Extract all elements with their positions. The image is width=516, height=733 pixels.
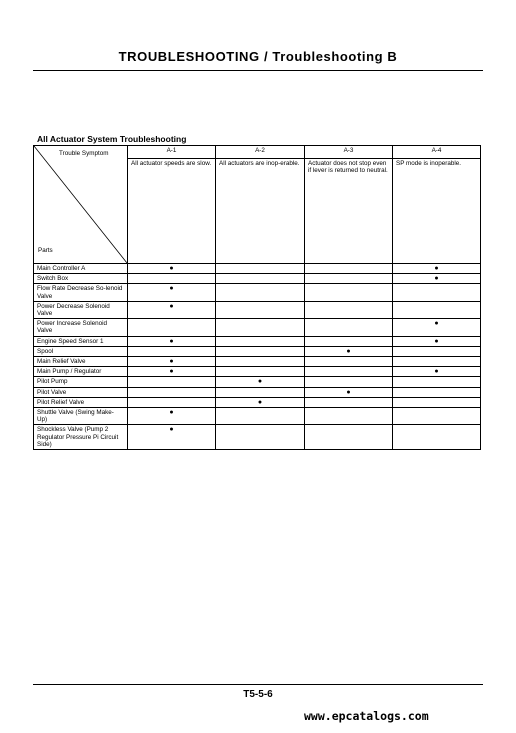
- bullet-mark-icon: ●: [346, 388, 351, 396]
- mark-cell-a4: [393, 336, 481, 346]
- column-code-a2: A-2: [216, 146, 305, 159]
- column-code-a4: A-4: [393, 146, 481, 159]
- mark-cell-a1: [128, 284, 216, 301]
- mark-cell-a4: [393, 284, 481, 301]
- mark-cell-a4: [393, 301, 481, 318]
- mark-cell-a2: [216, 336, 305, 346]
- mark-cell-a3: [305, 357, 393, 367]
- mark-cell-a2: [216, 274, 305, 284]
- mark-cell-a3: [305, 387, 393, 397]
- part-name: Main Pump / Regulator: [34, 367, 128, 377]
- mark-cell-a1: [128, 264, 216, 274]
- mark-cell-a3: [305, 319, 393, 336]
- page-header-title: TROUBLESHOOTING / Troubleshooting B: [118, 49, 398, 64]
- mark-cell-a3: [305, 425, 393, 450]
- parts-table-body: [34, 264, 481, 450]
- column-code-a1: A-1: [128, 146, 216, 159]
- bullet-mark-icon: ●: [434, 368, 439, 376]
- symptom-a2: All actuators are inop-erable.: [216, 159, 305, 264]
- bullet-mark-icon: ●: [169, 358, 174, 366]
- part-name: Flow Rate Decrease So-lenoid Valve: [34, 284, 128, 301]
- trouble-symptom-label: Trouble Symptom: [59, 150, 109, 157]
- mark-cell-a1: [128, 377, 216, 387]
- table-row: [34, 387, 481, 397]
- bullet-mark-icon: ●: [346, 347, 351, 355]
- mark-cell-a4: [393, 397, 481, 407]
- table-row: [34, 357, 481, 367]
- mark-cell-a3: [305, 408, 393, 425]
- corner-diagonal-line: [34, 146, 127, 263]
- part-name: Engine Speed Sensor 1: [34, 336, 128, 346]
- mark-cell-a4: [393, 274, 481, 284]
- symptom-a4: SP mode is inoperable.: [393, 159, 481, 264]
- mark-cell-a3: [305, 301, 393, 318]
- symptom-a3: Actuator does not stop even if lever is returned to neutral.: [305, 159, 393, 264]
- table-row: [34, 301, 481, 318]
- bullet-mark-icon: ●: [434, 337, 439, 345]
- table-row: [34, 397, 481, 407]
- part-name: Power Increase Solenoid Valve: [34, 319, 128, 336]
- mark-cell-a1: [128, 301, 216, 318]
- part-name: Main Relief Valve: [34, 357, 128, 367]
- table-row: [34, 336, 481, 346]
- mark-cell-a3: [305, 284, 393, 301]
- part-name: Pilot Relief Valve: [34, 397, 128, 407]
- mark-cell-a3: [305, 367, 393, 377]
- mark-cell-a1: [128, 387, 216, 397]
- bullet-mark-icon: ●: [169, 285, 174, 293]
- mark-cell-a4: [393, 425, 481, 450]
- mark-cell-a3: [305, 346, 393, 356]
- mark-cell-a4: [393, 408, 481, 425]
- table-row: [34, 284, 481, 301]
- symptom-a1: All actuator speeds are slow.: [128, 159, 216, 264]
- table-row: [34, 264, 481, 274]
- table-row: [34, 346, 481, 356]
- mark-cell-a3: [305, 264, 393, 274]
- mark-cell-a1: [128, 408, 216, 425]
- part-name: Power Decrease Solenoid Valve: [34, 301, 128, 318]
- bullet-mark-icon: ●: [434, 320, 439, 328]
- table-row: [34, 408, 481, 425]
- bullet-mark-icon: ●: [169, 265, 174, 272]
- code-header-row: [34, 146, 481, 159]
- mark-cell-a2: [216, 425, 305, 450]
- bullet-mark-icon: ●: [169, 409, 174, 417]
- mark-cell-a3: [305, 377, 393, 387]
- mark-cell-a2: [216, 357, 305, 367]
- mark-cell-a2: [216, 397, 305, 407]
- table-row: [34, 425, 481, 450]
- mark-cell-a2: [216, 367, 305, 377]
- footer-rule: [33, 684, 483, 685]
- mark-cell-a2: [216, 319, 305, 336]
- bullet-mark-icon: ●: [169, 426, 174, 434]
- part-name: Shockless Valve (Pump 2 Regulator Pressure Pi Circuit Side): [34, 425, 128, 450]
- mark-cell-a2: [216, 346, 305, 356]
- part-name: Pilot Valve: [34, 387, 128, 397]
- section-title: All Actuator System Troubleshooting: [37, 134, 187, 144]
- part-name: Main Controller A: [34, 264, 128, 274]
- troubleshooting-table: [33, 145, 481, 450]
- mark-cell-a1: [128, 367, 216, 377]
- watermark-text: www.epcatalogs.com: [304, 709, 429, 723]
- table-row: [34, 319, 481, 336]
- mark-cell-a4: [393, 264, 481, 274]
- mark-cell-a2: [216, 387, 305, 397]
- mark-cell-a2: [216, 264, 305, 274]
- bullet-mark-icon: ●: [169, 302, 174, 310]
- part-name: Shuttle Valve (Swing Make-Up): [34, 408, 128, 425]
- table-row: [34, 377, 481, 387]
- mark-cell-a1: [128, 357, 216, 367]
- bullet-mark-icon: ●: [434, 265, 439, 272]
- mark-cell-a3: [305, 336, 393, 346]
- mark-cell-a4: [393, 319, 481, 336]
- mark-cell-a4: [393, 367, 481, 377]
- mark-cell-a2: [216, 301, 305, 318]
- mark-cell-a4: [393, 387, 481, 397]
- mark-cell-a1: [128, 274, 216, 284]
- mark-cell-a3: [305, 397, 393, 407]
- part-name: Spool: [34, 346, 128, 356]
- table-row: [34, 274, 481, 284]
- part-name: Switch Box: [34, 274, 128, 284]
- parts-label: Parts: [38, 246, 53, 254]
- mark-cell-a1: [128, 397, 216, 407]
- mark-cell-a1: [128, 346, 216, 356]
- mark-cell-a1: [128, 425, 216, 450]
- bullet-mark-icon: ●: [257, 398, 263, 406]
- mark-cell-a4: [393, 357, 481, 367]
- mark-cell-a1: [128, 336, 216, 346]
- mark-cell-a2: [216, 377, 305, 387]
- part-name: Pilot Pump: [34, 377, 128, 387]
- mark-cell-a2: [216, 408, 305, 425]
- corner-cell: [34, 146, 128, 264]
- page-number: T5-5-6: [243, 689, 273, 700]
- mark-cell-a3: [305, 274, 393, 284]
- bullet-mark-icon: ●: [434, 275, 439, 283]
- mark-cell-a4: [393, 377, 481, 387]
- bullet-mark-icon: ●: [257, 378, 263, 386]
- mark-cell-a4: [393, 346, 481, 356]
- column-code-a3: A-3: [305, 146, 393, 159]
- header-rule: [33, 70, 483, 71]
- mark-cell-a2: [216, 284, 305, 301]
- table-row: [34, 367, 481, 377]
- mark-cell-a1: [128, 319, 216, 336]
- bullet-mark-icon: ●: [169, 337, 174, 345]
- bullet-mark-icon: ●: [169, 368, 174, 376]
